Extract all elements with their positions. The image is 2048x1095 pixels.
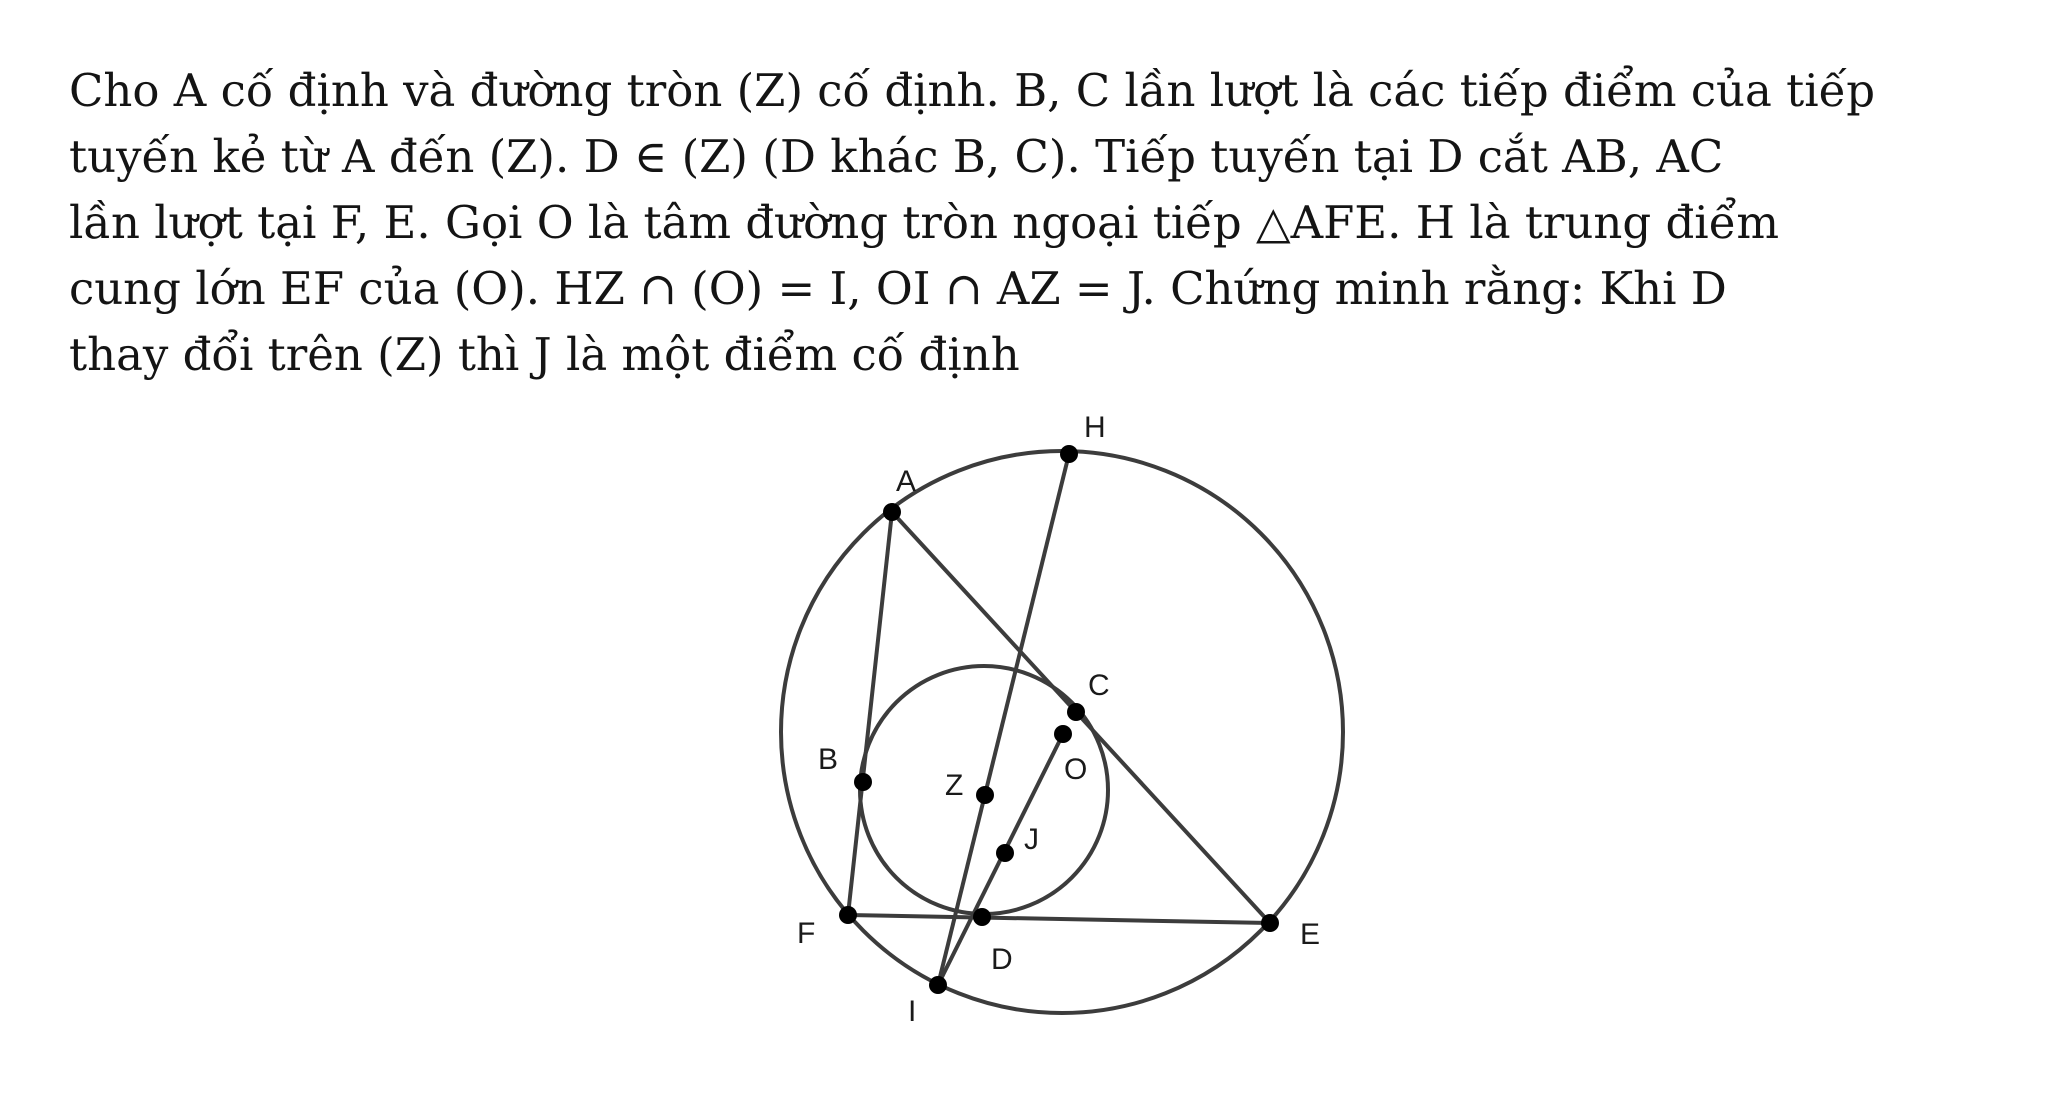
problem-line-1: Cho A cố định và đường tròn (Z) cố định. B, C lần lượt là các tiếp điểm của tiếp (69, 64, 1876, 117)
point-D (973, 908, 991, 926)
label-I: I (908, 995, 917, 1028)
label-H: H (1084, 411, 1106, 444)
point-I (929, 976, 947, 994)
label-J: J (1024, 823, 1039, 856)
point-A (883, 503, 901, 521)
label-C: C (1088, 669, 1110, 702)
point-B (854, 773, 872, 791)
label-Z: Z (945, 769, 964, 802)
label-O: O (1064, 753, 1088, 786)
problem-line-2: tuyến kẻ từ A đến (Z). D ∈ (Z) (D khác B, C). Tiếp tuyến tại D cắt AB, AC (69, 130, 1724, 183)
point-H (1060, 445, 1078, 463)
label-D: D (991, 943, 1013, 976)
point-C (1067, 703, 1085, 721)
point-J (996, 844, 1014, 862)
point-Z (976, 786, 994, 804)
label-A: A (896, 465, 917, 498)
point-F (839, 906, 857, 924)
point-E (1261, 914, 1279, 932)
problem-line-3: lần lượt tại F, E. Gọi O là tâm đường tròn ngoại tiếp △AFE. H là trung điểm (69, 196, 1780, 249)
problem-line-4: cung lớn EF của (O). HZ ∩ (O) = I, OI ∩ AZ = J. Chứng minh rằng: Khi D (69, 262, 1727, 315)
segment-FE (848, 915, 1270, 923)
segment-HI (938, 454, 1069, 985)
point-O (1054, 725, 1072, 743)
label-B: B (818, 743, 839, 776)
problem-line-5: thay đổi trên (Z) thì J là một điểm cố định (69, 328, 1020, 381)
label-F: F (797, 917, 816, 950)
label-E: E (1300, 918, 1321, 951)
